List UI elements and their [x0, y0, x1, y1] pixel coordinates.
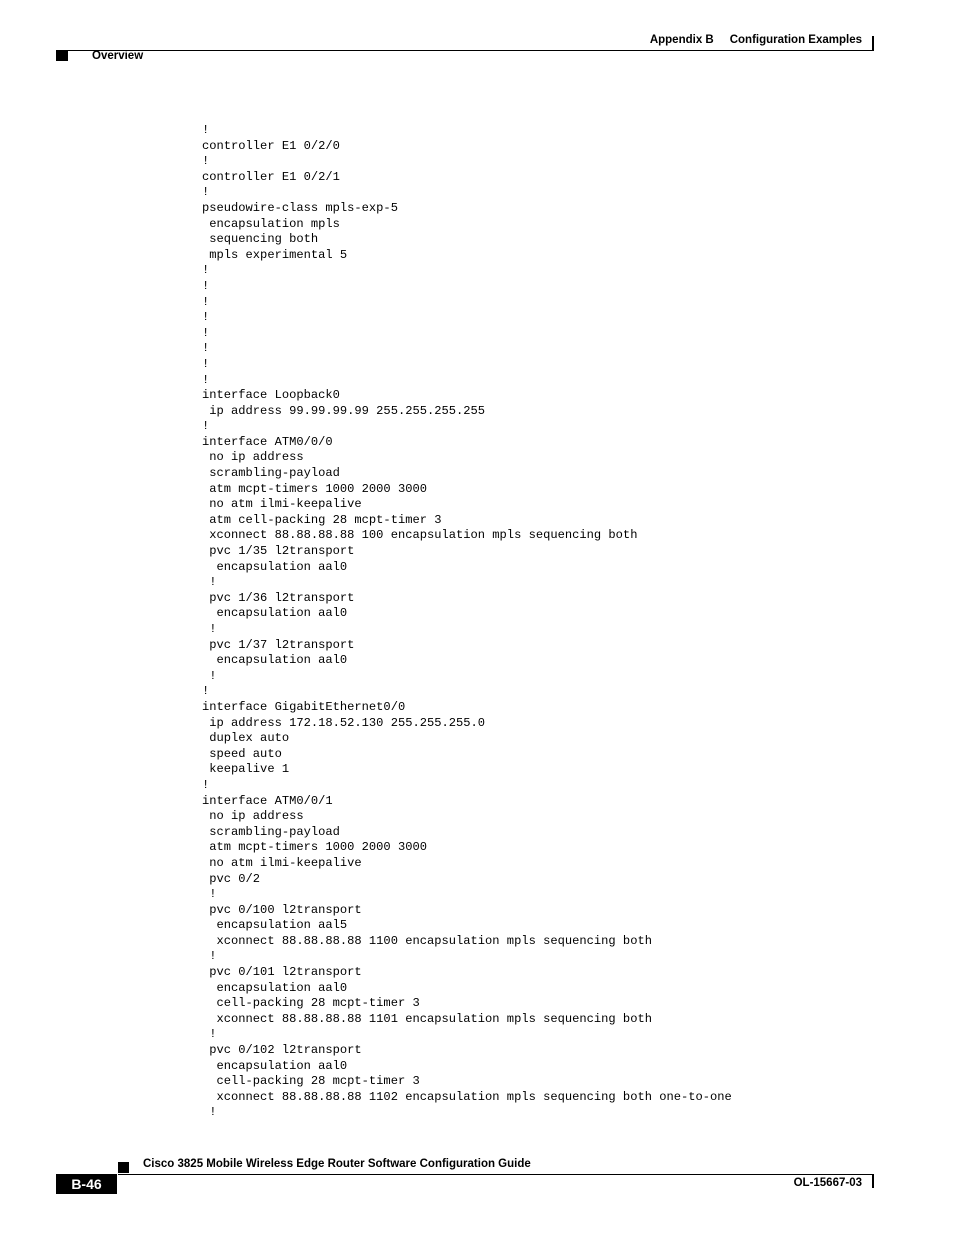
code-line: !	[202, 294, 210, 309]
code-line: encapsulation aal0	[202, 980, 348, 995]
code-line: !	[202, 887, 217, 902]
code-line: encapsulation aal0	[202, 559, 348, 574]
code-line: scrambling-payload	[202, 824, 340, 839]
code-line: !	[202, 1105, 217, 1120]
code-line: no ip address	[202, 809, 304, 824]
code-line: sequencing both	[202, 232, 319, 247]
code-line: duplex auto	[202, 731, 290, 746]
code-line: !	[202, 575, 217, 590]
code-line: cell-packing 28 mcpt-timer 3	[202, 1074, 420, 1089]
code-line: controller E1 0/2/0	[202, 138, 340, 153]
code-line: !	[202, 356, 210, 371]
code-line: mpls experimental 5	[202, 247, 348, 262]
code-line: atm cell-packing 28 mcpt-timer 3	[202, 512, 442, 527]
code-line: pvc 0/100 l2transport	[202, 902, 362, 917]
code-line: !	[202, 278, 210, 293]
code-line: !	[202, 341, 210, 356]
code-line: atm mcpt-timers 1000 2000 3000	[202, 840, 427, 855]
code-line: speed auto	[202, 746, 282, 761]
header-rule-tick	[872, 36, 874, 50]
code-line: !	[202, 123, 210, 137]
code-line: no ip address	[202, 450, 304, 465]
footer-doc-number: OL-15667-03	[793, 1177, 862, 1189]
header-running-title	[650, 34, 862, 46]
code-line: xconnect 88.88.88.88 1102 encapsulation mpls sequencing both one-to-one	[202, 1089, 732, 1104]
code-line: encapsulation aal5	[202, 918, 348, 933]
code-line: encapsulation aal0	[202, 653, 348, 668]
code-line: !	[202, 622, 217, 636]
code-line: encapsulation mpls	[202, 216, 340, 231]
code-line: cell-packing 28 mcpt-timer 3	[202, 996, 420, 1011]
code-line: interface Loopback0	[202, 388, 340, 403]
code-line: pvc 1/37 l2transport	[202, 637, 355, 652]
header-section: Overview	[92, 50, 144, 62]
header-rule	[56, 50, 874, 51]
code-line: !	[202, 310, 210, 325]
code-line: controller E1 0/2/1	[202, 169, 340, 184]
code-line: !	[202, 1027, 217, 1042]
header-chapter: Configuration Examples	[729, 34, 862, 46]
code-line: !	[202, 668, 217, 683]
code-line: interface ATM0/0/1	[202, 793, 333, 808]
code-line: encapsulation aal0	[202, 606, 348, 621]
code-line: interface ATM0/0/0	[202, 434, 333, 449]
code-line: !	[202, 325, 210, 340]
code-line: encapsulation aal0	[202, 1058, 348, 1073]
code-line: no atm ilmi-keepalive	[202, 497, 362, 512]
code-line: ip address 172.18.52.130 255.255.255.0	[202, 715, 486, 730]
code-line: !	[202, 372, 210, 387]
footer-guide-title: Cisco 3825 Mobile Wireless Edge Router Software Configuration Guide	[143, 1158, 531, 1170]
code-line: !	[202, 684, 210, 699]
code-line: xconnect 88.88.88.88 1101 encapsulation mpls sequencing both	[202, 1011, 652, 1026]
code-line: keepalive 1	[202, 762, 290, 777]
code-line: !	[202, 419, 210, 434]
code-line: ip address 99.99.99.99 255.255.255.255	[202, 403, 486, 418]
code-line: scrambling-payload	[202, 466, 340, 481]
header-appendix: Appendix B	[649, 34, 714, 46]
footer-rule-tick	[872, 1174, 874, 1188]
code-line: !	[202, 949, 217, 964]
config-code-block	[202, 123, 732, 1121]
code-line: pvc 0/2	[202, 871, 261, 886]
code-line: xconnect 88.88.88.88 1100 encapsulation mpls sequencing both	[202, 933, 652, 948]
code-line: pseudowire-class mpls-exp-5	[202, 200, 398, 215]
code-line: !	[202, 263, 210, 278]
header-marker-block	[56, 50, 68, 61]
code-line: no atm ilmi-keepalive	[202, 855, 362, 870]
code-line: pvc 1/35 l2transport	[202, 544, 355, 559]
page-number-badge: B-46	[56, 1174, 117, 1194]
code-line: !	[202, 777, 210, 792]
code-line: pvc 0/101 l2transport	[202, 965, 362, 980]
footer-rule	[118, 1174, 874, 1175]
code-line: !	[202, 185, 210, 200]
code-line: xconnect 88.88.88.88 100 encapsulation mpls sequencing both	[202, 528, 638, 543]
code-line: atm mcpt-timers 1000 2000 3000	[202, 481, 427, 496]
footer-marker-block	[118, 1162, 129, 1173]
code-line: !	[202, 154, 210, 169]
code-line: pvc 1/36 l2transport	[202, 590, 355, 605]
code-line: pvc 0/102 l2transport	[202, 1043, 362, 1058]
code-line: interface GigabitEthernet0/0	[202, 699, 406, 714]
